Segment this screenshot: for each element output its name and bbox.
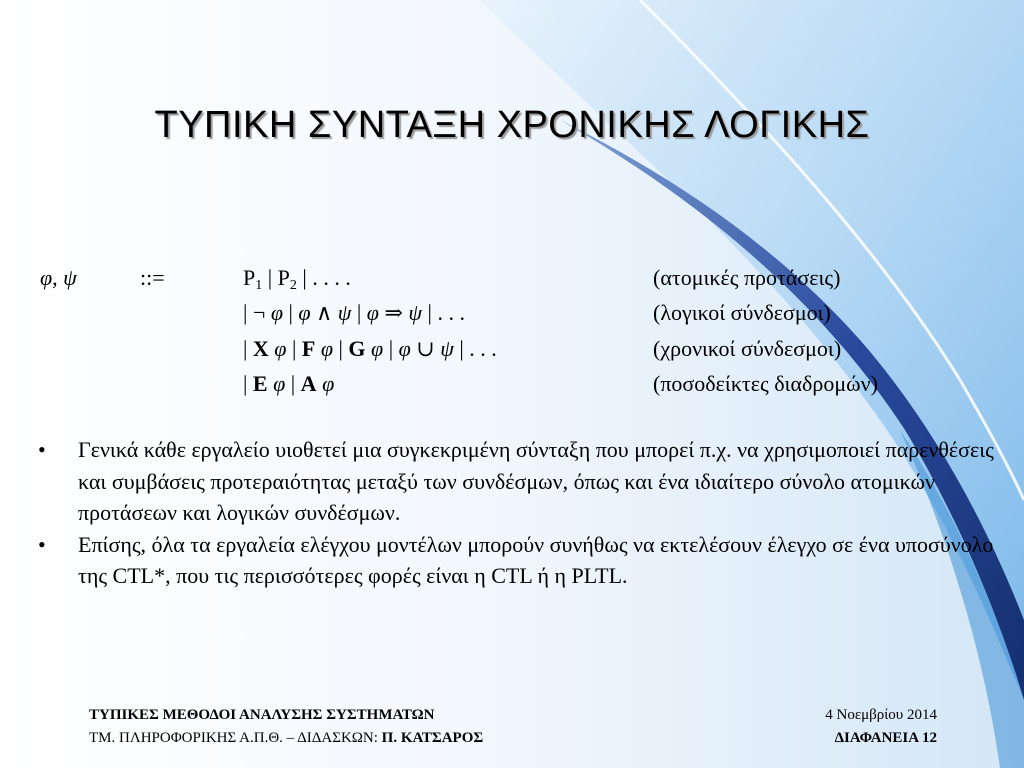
bullet-marker: •: [38, 437, 46, 462]
phi-symbol: φ: [40, 265, 53, 290]
grammar-comment-path-quantifiers: (ποσοδείκτες διαδρομών): [653, 371, 878, 396]
footer-instructor: Π. ΚΑΤΣΑΡΟΣ: [381, 730, 484, 746]
bullet-text: Επίσης, όλα τα εργαλεία ελέγχου μοντέλων μπορούν συνήθως να εκτελέσουν έλεγχο σε ένα υποσύνολο της CTL*, που τις περισσότερες φορές είναι η CTL ή η PLTL.: [78, 531, 994, 588]
footer-slide-number: ΔΙΑΦΑΝΕΙΑ 12: [834, 730, 937, 746]
grammar-comment-atomic: (ατομικές προτάσεις): [653, 265, 841, 290]
bullet-text: Γενικά κάθε εργαλείο υιοθετεί μια συγκεκριμένη σύνταξη που μπορεί π.χ. να χρησιμοποιεί παρενθέσεις και συμβάσεις προτεραιότητας μεταξύ των συνδέσμων, όπως και ένα ιδιαίτερο σύνολο ατομικών προτάσεων και λογικών συνδέσμων.: [78, 437, 994, 525]
psi-symbol: ψ: [63, 265, 77, 290]
bullet-item: [38, 434, 1003, 529]
grammar-comment-temporal: (χρονικοί σύνδεσμοι): [653, 336, 842, 361]
footer-department: ΤΜ. ΠΛΗΡΟΦΟΡΙΚΗΣ Α.Π.Θ. – ΔΙΔΑΣΚΩΝ: Π. ΚΑΤΣΑΡΟΣ: [89, 730, 484, 746]
grammar-rule-path-quantifiers: | E φ | A φ: [243, 371, 335, 396]
bullet-item: [38, 529, 1003, 592]
comma: ,: [52, 265, 58, 290]
bullet-list: [38, 434, 1003, 592]
grammar-defines: ::=: [140, 265, 165, 290]
footer-date: 4 Νοεμβρίου 2014: [825, 707, 937, 723]
grammar-rule-logical: | ¬ φ | φ ∧ ψ | φ ⇒ ψ | . . .: [243, 300, 465, 325]
grammar-rule-temporal: | X φ | F φ | G φ | φ ∪ ψ | . . .: [243, 336, 497, 361]
bullet-marker: •: [38, 531, 46, 557]
grammar-lhs: [40, 266, 77, 290]
footer-course: ΤΥΠΙΚΕΣ ΜΕΘΟΔΟΙ ΑΝΑΛΥΣΗΣ ΣΥΣΤΗΜΑΤΩΝ: [89, 707, 435, 723]
grammar-rule-atomic: $P_1$ | $P_2$ | . . . .: [243, 265, 351, 293]
slide-title: ΤΥΠΙΚΗ ΣΥΝΤΑΞΗ ΧΡΟΝΙΚΗΣ ΛΟΓΙΚΗΣ: [154, 104, 870, 146]
grammar-comment-logical: (λογικοί σύνδεσμοι): [653, 300, 831, 325]
